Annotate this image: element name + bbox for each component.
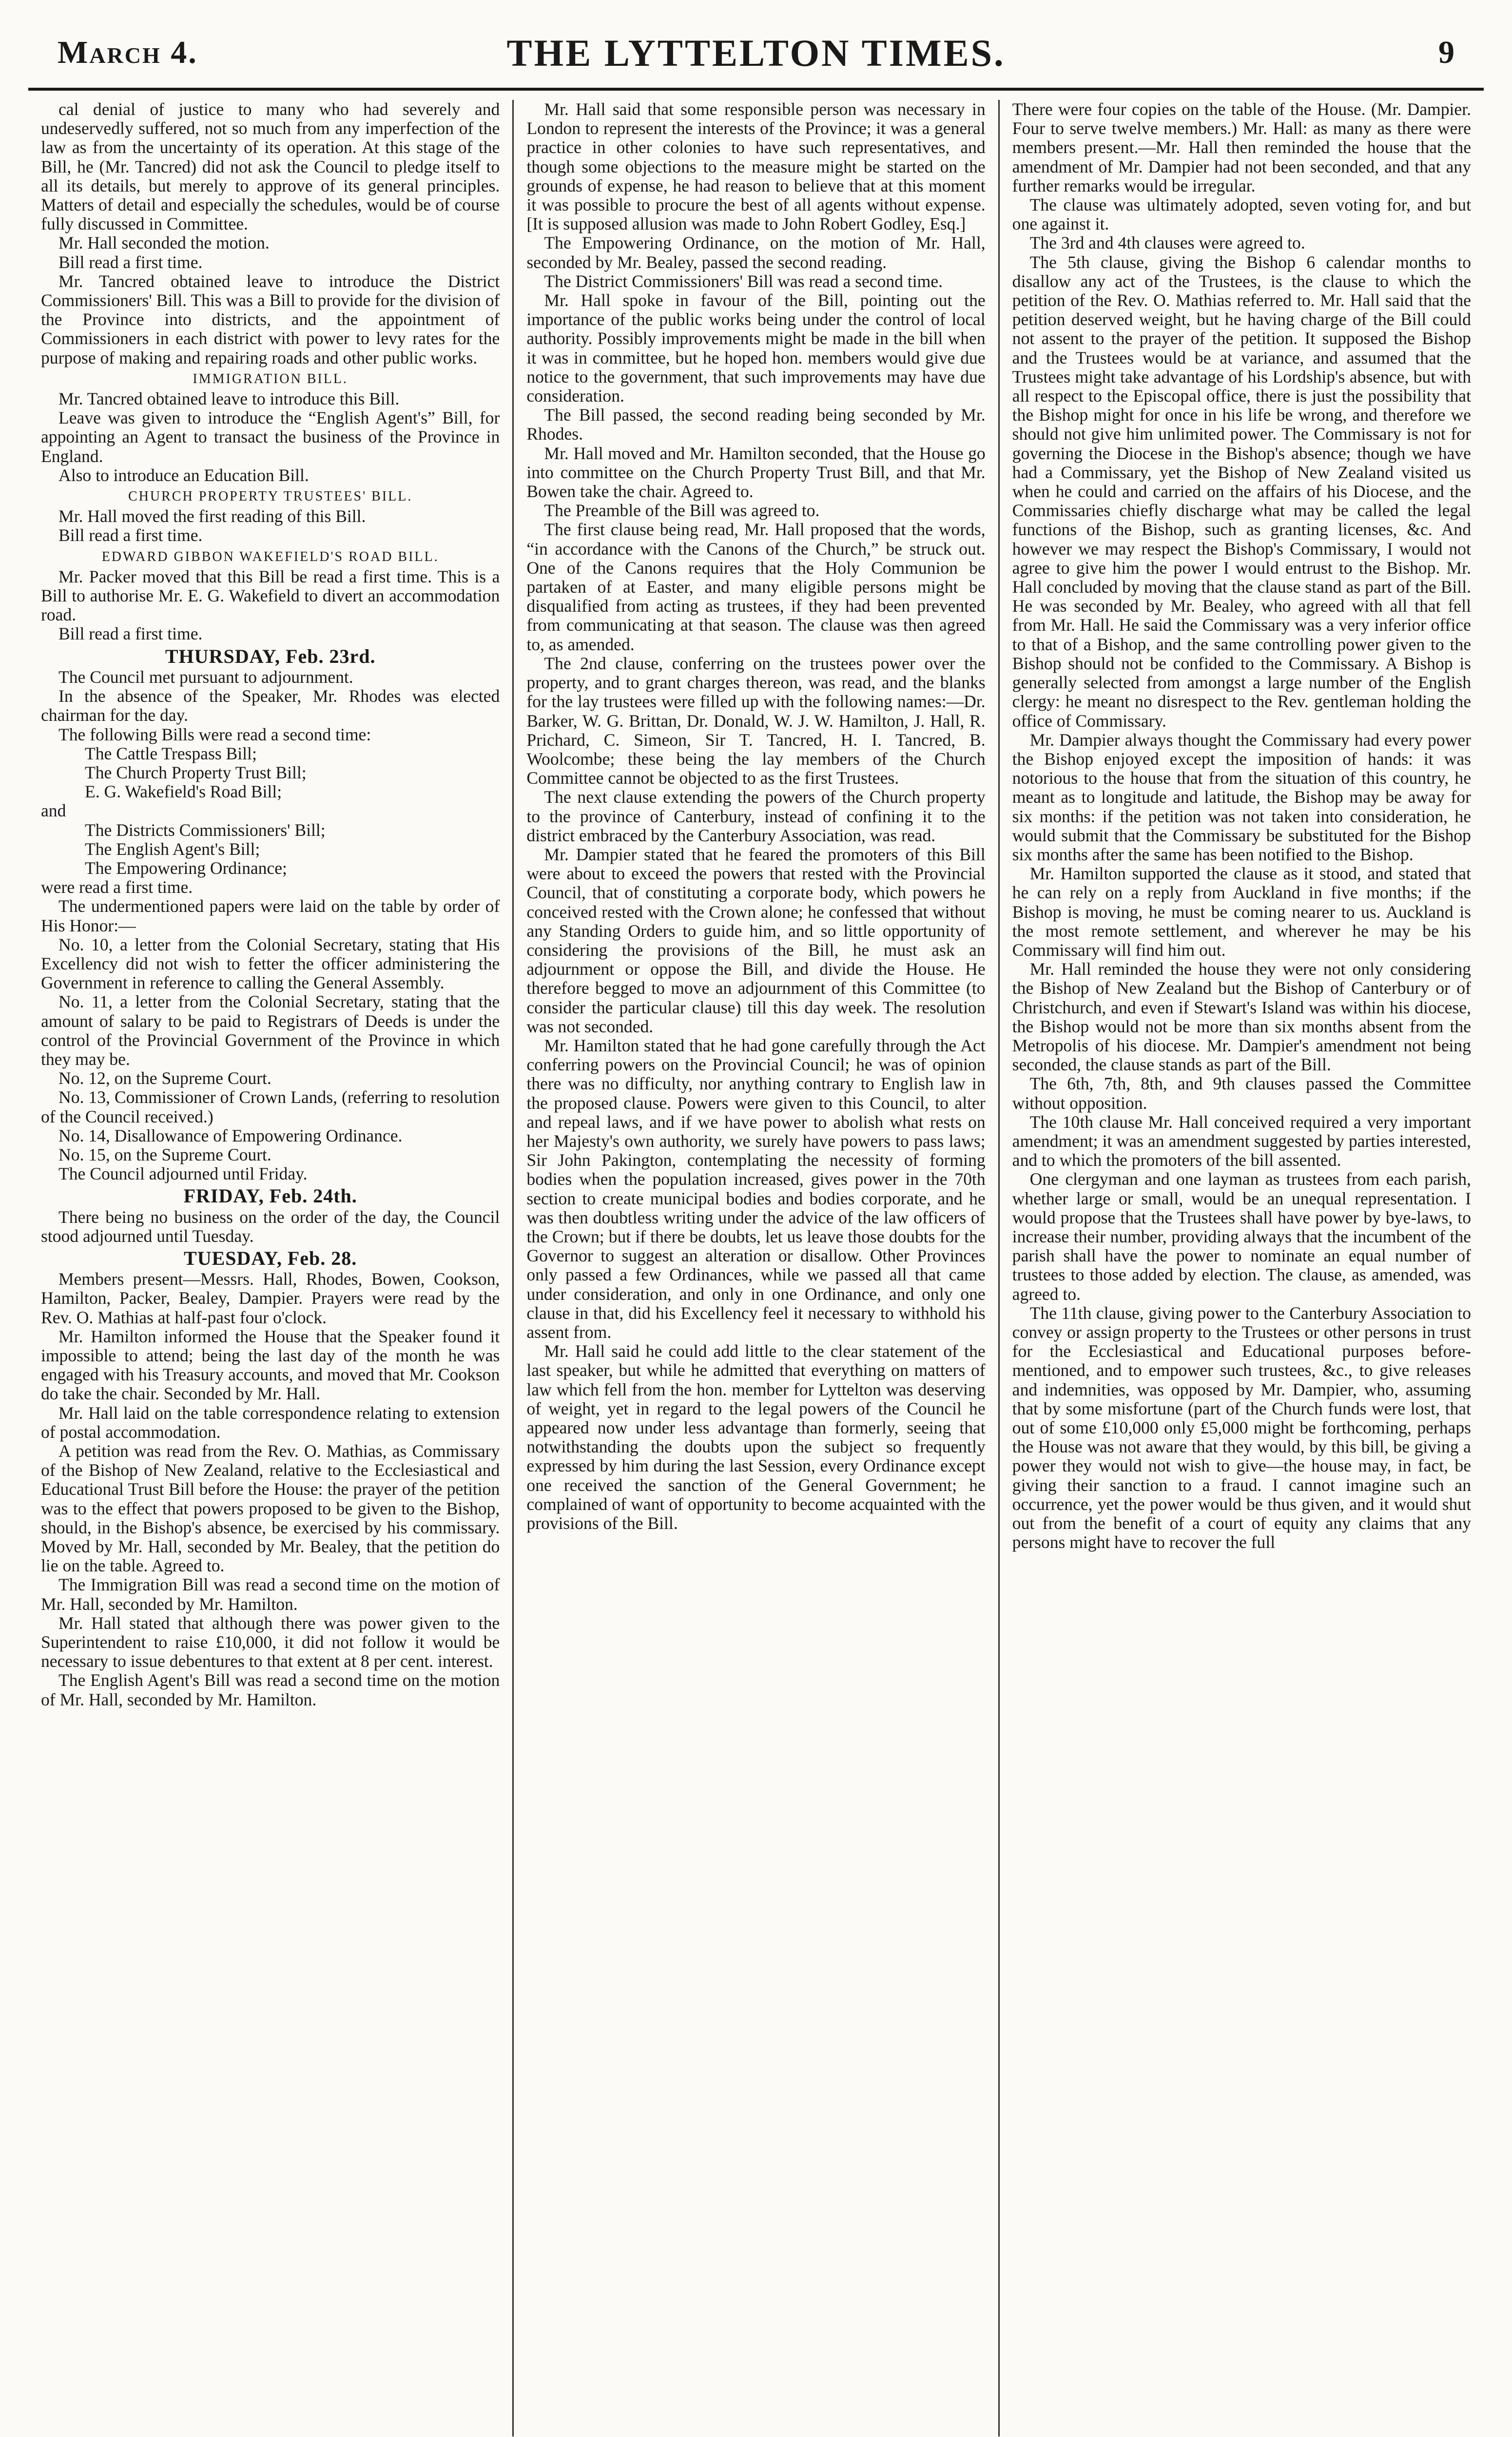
- bill-list-item: The Empowering Ordinance;: [85, 858, 287, 878]
- paragraph: The Empowering Ordinance, on the motion of Mr. Hall, seconded by Mr. Bealey, passed the second reading.: [526, 233, 986, 272]
- paragraph: The undermentioned papers were laid on the table by order of His Honor:—: [41, 896, 500, 935]
- bill-subheading: CHURCH PROPERTY TRUSTEES' BILL.: [128, 489, 413, 504]
- paragraph: Mr. Hall stated that although there was power given to the Superintendent to raise £10,000, it did not follow it would be necessary to issue debentures to that extent at 8 per cent. interest.: [41, 1613, 500, 1671]
- column-3: [998, 100, 1484, 2437]
- bill-subheading: IMMIGRATION BILL.: [193, 371, 348, 387]
- paragraph: There being no business on the order of the day, the Council stood adjourned until Tuesday.: [41, 1207, 500, 1246]
- paragraph: The 3rd and 4th clauses were agreed to.: [1029, 233, 1305, 253]
- paragraph: Mr. Hamilton supported the clause as it stood, and stated that he can rely on a reply from Auckland in five months; if the Bishop is moving, he must be coming nearer to us. Auckland is the most remote settlement, and wherever he may be his Commissary will find him out.: [1012, 864, 1471, 960]
- paragraph: Mr. Dampier always thought the Commissary had every power the Bishop enjoyed except the imposition of hands: it was notorious to the house that from the situation of this country, he meant as to longitude and latitude, the Bishop may be away for six months: if the petition was not taken into consideration, he would submit that the Commissary be substituted for the Bishop six months after the same has been notified to the Bishop.: [1012, 730, 1471, 864]
- paragraph: were read a first time.: [41, 877, 193, 897]
- paragraph: Mr. Hamilton stated that he had gone carefully through the Act conferring powers on the Provincial Council; he was of opinion there was no difficulty, nor anything contrary to English law in the proposed clause. Powers were given to this Council, to alter and repeal laws, and if we have power to abolish what rests on her Majesty's own authority, we surely have powers to pass laws; Sir John Pakington, contemplating the necessity of forming bodies when the population increased, gives power in the 70th section to create municipal bodies and bodies corporate, and he was then doubtless writing under the advice of the law officers of the Crown; but if there be doubts, let us leave those doubts for the Governor to suggest an alteration or disallow. Other Provinces only passed a few Ordinances, while we passed all that came under consideration, and only in one Ordinance, and only one clause in that, did his Excellency feel it necessary to withhold his assent from.: [526, 1035, 986, 1342]
- paragraph: The 11th clause, giving power to the Canterbury Association to convey or assign property to the Trustees or other persons in trust for the Ecclesiastical and Educational purposes before-mentioned, and to empower such trustees, &c., to give releases and indemnities, was opposed by Mr. Dampier, who, assuming that by some misfortune (part of the Church funds were lost, that out of some £10,000 only £5,000 might be forthcoming, perhaps the House was not aware that they would, by this bill, be giving a power they would not wish to give—the house may, in fact, be giving their sanction to a fraud. I cannot imagine such an occurrence, yet the power would be thus given, and it would shut out from the benefit of a court of equity any claims that any persons might have to recover the full: [1012, 1303, 1471, 1552]
- paragraph: Members present—Messrs. Hall, Rhodes, Bowen, Cookson, Hamilton, Packer, Bealey, Dampier. Prayers were read by the Rev. O. Mathias at half-past four o'clock.: [41, 1269, 500, 1327]
- paragraph: The following Bills were read a second time:: [58, 724, 371, 744]
- text-columns: [28, 100, 1484, 2437]
- paragraph: Bill read a first time.: [58, 252, 203, 272]
- paragraph: and: [41, 801, 66, 821]
- issue-date: March 4.: [58, 35, 198, 70]
- paragraph: The 5th clause, giving the Bishop 6 calendar months to disallow any act of the Trustees, is the clause to which the petition of the Rev. O. Mathias referred to. Mr. Hall said that the petition deserved weight, but he having charge of the Bill could not assent to the prayer of the petition. It supposed the Bishop and the Trustees would be at variance, and assumed that the Trustees might take advantage of his Lordship's absence, but with all respect to the Episcopal office, there is just the possibility that the Bishop might for once in his life be wrong, and therefore we should not give him unlimited power. The Commissary is not for governing the Diocese in the Bishop's absence; though we have had a Commissary, yet the Bishop of New Zealand visited us when he could and carried on the affairs of his Diocese, and the Commissaries chiefly discharge what may be called the legal functions of the Bishop, such as granting licenses, &c. And however we may respect the Bishop's Commissary, I would not agree to give him the power I would entrust to the Bishop. Mr. Hall concluded by moving that the clause stand as part of the Bill. He was seconded by Mr. Bealey, who agreed with all that fell from Mr. Hall. He said the Commissary was a very inferior office to that of a Bishop, and the same controlling power given to the Bishop should not be confided to the Commissary. A Bishop is generally selected from amongst a large number of the English clergy: he meant no disrespect to the Rev. gentleman holding the office of Commissary.: [1012, 252, 1471, 731]
- paragraph: Mr. Hall said that some responsible person was necessary in London to represent the interests of the Province; it was a general practice in other colonies to have such representatives, and though some objections to the measure might be started on the grounds of expense, he had reason to believe that at this moment it was possible to procure the best of all agents without expense. [It is supposed allusion was made to John Robert Godley, Esq.]: [526, 100, 986, 234]
- paragraph: The next clause extending the powers of the Church property to the province of Canterbury, instead of confining it to the district embraced by the Canterbury Association, was read.: [526, 787, 986, 845]
- paragraph: Mr. Tancred obtained leave to introduce this Bill.: [58, 389, 400, 409]
- bill-list-item: The Cattle Trespass Bill;: [85, 743, 257, 763]
- bill-list-item: The Church Property Trust Bill;: [85, 762, 307, 782]
- paragraph: The Council adjourned until Friday.: [58, 1164, 308, 1184]
- paragraph: The English Agent's Bill was read a second time on the motion of Mr. Hall, seconded by Mr. Hamilton.: [41, 1670, 500, 1709]
- paragraph: One clergyman and one layman as trustees from each parish, whether large or small, would be an unequal representation. I would propose that the Trustees shall have power by bye-laws, to increase their number, providing always that the incumbent of the parish shall have the power to nominate an equal number of trustees to those added by election. The clause, as amended, was agreed to.: [1012, 1169, 1471, 1304]
- paragraph: Bill read a first time.: [58, 624, 203, 644]
- paragraph: Mr. Tancred obtained leave to introduce the District Commissioners' Bill. This was a Bill to provide for the division of the Province into districts, and the appointment of Commissioners in each district with power to levy rates for the purpose of making and repairing roads and other public works.: [41, 271, 500, 367]
- paragraph: No. 13, Commissioner of Crown Lands, (referring to resolution of the Council received.): [41, 1087, 500, 1126]
- paragraph: No. 12, on the Supreme Court.: [58, 1068, 271, 1088]
- paragraph: The Bill passed, the second reading being seconded by Mr. Rhodes.: [526, 405, 986, 444]
- paragraph: Mr. Hall said he could add little to the clear statement of the last speaker, but while he admitted that everything on matters of law which fell from the hon. member for Lyttelton was deserving of weight, yet in regard to the legal powers of the Council he appeared now under less advantage than formerly, seeing that notwithstanding the doubts upon the subject so frequently expressed by him during the last Session, every Ordinance except one received the sanction of the General Government; he complained of want of opportunity to become acquainted with the provisions of the Bill.: [526, 1341, 986, 1533]
- section-heading: THURSDAY, Feb. 23rd.: [165, 645, 376, 667]
- masthead: [28, 34, 1484, 91]
- paragraph: A petition was read from the Rev. O. Mathias, as Commissary of the Bishop of New Zealand, relative to the Ecclesiastical and Educational Trust Bill before the House: the prayer of the petition was to the effect that powers proposed to be given to the Bishop, should, in the Bishop's absence, be exercised by his commissary. Moved by Mr. Hall, seconded by Mr. Bealey, that the petition do lie on the table. Agreed to.: [41, 1441, 500, 1576]
- paragraph: The Preamble of the Bill was agreed to.: [544, 501, 820, 521]
- paragraph: No. 15, on the Supreme Court.: [58, 1144, 271, 1164]
- paragraph: Mr. Hall spoke in favour of the Bill, pointing out the importance of the public works being under the control of local authority. Possibly improvements might be made in the bill when it was in committee, but he hoped hon. members would give due notice to the government, that such improvements may have due consideration.: [526, 290, 986, 406]
- paragraph: cal denial of justice to many who had severely and undeservedly suffered, not so much from any imperfection of the law as from the uncertainty of its operation. At this stage of the Bill, he (Mr. Tancred) did not ask the Council to pledge itself to all its details, but merely to approve of its general principles. Matters of detail and especially the schedules, would be of course fully discussed in Committee.: [41, 100, 500, 234]
- page-number: 9: [1438, 35, 1454, 70]
- paragraph: The 2nd clause, conferring on the trustees power over the property, and to grant charges thereon, was read, and the blanks for the lay trustees were filled up with the following names:—Dr. Barker, W. G. Brittan, Dr. Donald, W. J. W. Hamilton, J. Hall, R. Prichard, C. Simeon, Sir T. Tancred, H. I. Tancred, B. Woolcombe; these being the lay members of the Church Committee cannot be objected to as the first Trustees.: [526, 653, 986, 788]
- bill-list-item: The English Agent's Bill;: [85, 839, 260, 859]
- paragraph: Leave was given to introduce the “English Agent's” Bill, for appointing an Agent to transact the business of the Province in England.: [41, 408, 500, 466]
- paragraph: The first clause being read, Mr. Hall proposed that the words, “in accordance with the Canons of the Church,” be struck out. One of the Canons requires that the Holy Communion be partaken of at Easter, and many eligible persons might be disqualified from acting as trustees, if they had been prevented from communicating at that season. The clause was then agreed to, as amended.: [526, 520, 986, 654]
- bill-list-item: E. G. Wakefield's Road Bill;: [85, 782, 282, 802]
- paragraph: The 10th clause Mr. Hall conceived required a very important amendment; it was an amendment suggested by parties interested, and to which the promoters of the bill assented.: [1012, 1112, 1471, 1170]
- newspaper-title: THE LYTTELTON TIMES.: [506, 32, 1006, 74]
- paragraph: There were four copies on the table of the House. (Mr. Dampier. Four to serve twelve members.) Mr. Hall: as many as there were members present.—Mr. Hall then reminded the house that the amendment of Mr. Dampier had not been seconded, and that any further remarks would be irregular.: [1012, 100, 1471, 195]
- paragraph: The District Commissioners' Bill was read a second time.: [544, 271, 943, 291]
- paragraph: Mr. Hall laid on the table correspondence relating to extension of postal accommodation.: [41, 1403, 500, 1442]
- bill-list-item: The Districts Commissioners' Bill;: [85, 820, 326, 840]
- paragraph: Mr. Hall reminded the house they were not only considering the Bishop of New Zealand but the Bishop of Canterbury or of Christchurch, and even if Stewart's Island was within his diocese, the Bishop would not be more than six months absent from the Metropolis of his diocese. Mr. Dampier's amendment not being seconded, the clause stands as part of the Bill.: [1012, 959, 1471, 1075]
- paragraph: The 6th, 7th, 8th, and 9th clauses passed the Committee without opposition.: [1012, 1074, 1471, 1113]
- paragraph: Mr. Hall moved and Mr. Hamilton seconded, that the House go into committee on the Church Property Trust Bill, and that Mr. Bowen take the chair. Agreed to.: [526, 443, 986, 502]
- paragraph: Mr. Packer moved that this Bill be read a first time. This is a Bill to authorise Mr. E. G. Wakefield to divert an accommodation road.: [41, 566, 500, 625]
- column-1: [28, 100, 512, 2437]
- section-heading: TUESDAY, Feb. 28.: [184, 1247, 357, 1269]
- paragraph: Bill read a first time.: [58, 525, 203, 545]
- paragraph: Mr. Hall seconded the motion.: [58, 233, 270, 253]
- paragraph: Mr. Hamilton informed the House that the Speaker found it impossible to attend; being the last day of the month he was engaged with his Treasury accounts, and moved that Mr. Cookson do take the chair. Seconded by Mr. Hall.: [41, 1326, 500, 1404]
- paragraph: The Council met pursuant to adjournment.: [58, 667, 353, 687]
- paragraph: Also to introduce an Education Bill.: [58, 465, 309, 485]
- paragraph: Mr. Hall moved the first reading of this Bill.: [58, 506, 366, 526]
- paragraph: No. 11, a letter from the Colonial Secretary, stating that the amount of salary to be paid to Registrars of Deeds is under the control of the Provincial Government of the Province in which they may be.: [41, 992, 500, 1069]
- paragraph: No. 14, Disallowance of Empowering Ordinance.: [58, 1125, 403, 1145]
- paragraph: The Immigration Bill was read a second time on the motion of Mr. Hall, seconded by Mr. Hamilton.: [41, 1575, 500, 1614]
- bill-subheading: EDWARD GIBBON WAKEFIELD'S ROAD BILL.: [101, 549, 439, 564]
- paragraph: Mr. Dampier stated that he feared the promoters of this Bill were about to exceed the powers that rested with the Provincial Council, that of constituting a corporate body, which powers he conceived rested with the Crown alone; he confessed that without any Standing Orders to guide him, and so little opportunity of considering the provisions of the Bill, he must ask an adjournment or oppose the Bill, and divide the House. He therefore begged to move an adjournment of this Committee (to consider the particular clause) till this day week. The resolution was not seconded.: [526, 844, 986, 1036]
- section-heading: FRIDAY, Feb. 24th.: [183, 1185, 357, 1207]
- paragraph: No. 10, a letter from the Colonial Secretary, stating that His Excellency did not wish to fetter the officer administering the Government in reference to calling the General Assembly.: [41, 934, 500, 993]
- paragraph: In the absence of the Speaker, Mr. Rhodes was elected chairman for the day.: [41, 686, 500, 725]
- paragraph: The clause was ultimately adopted, seven voting for, and but one against it.: [1012, 195, 1471, 234]
- column-2: [512, 100, 998, 2437]
